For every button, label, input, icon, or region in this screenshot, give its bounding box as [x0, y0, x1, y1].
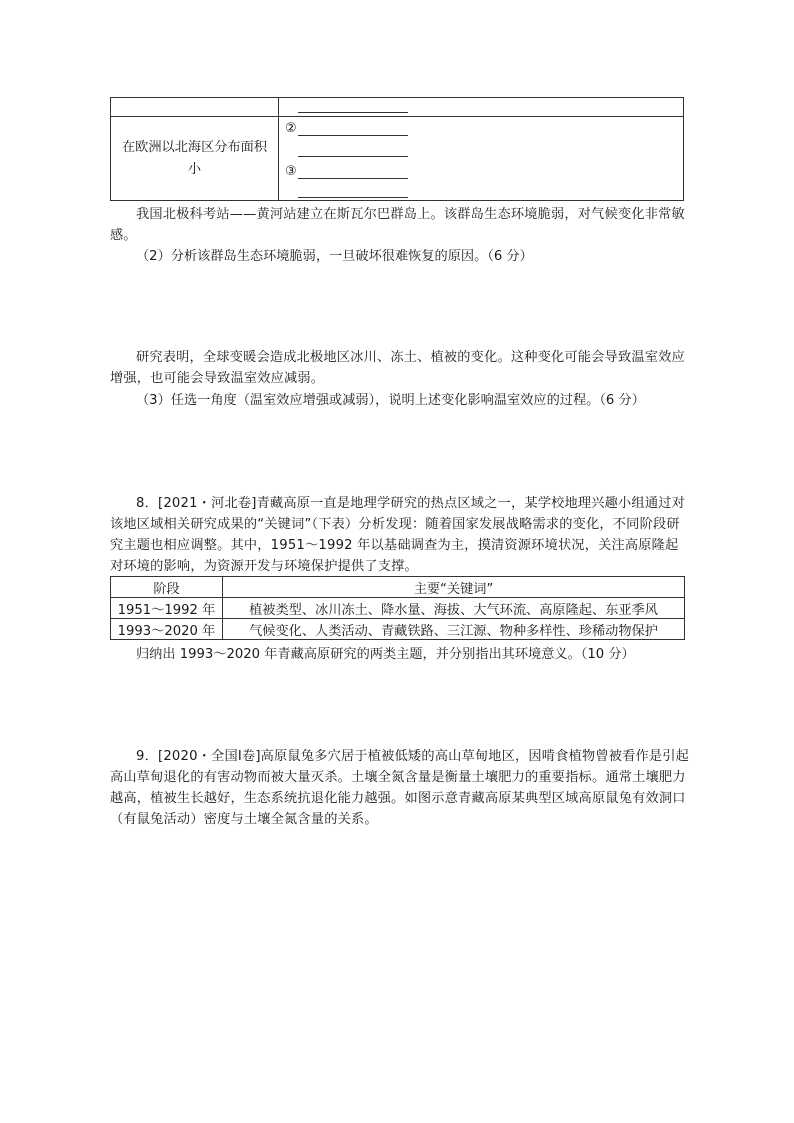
table-cell: 气候变化、人类活动、青藏铁路、三江源、物种多样性、珍稀动物保护: [223, 619, 685, 640]
answer-blank-3[interactable]: [298, 156, 408, 157]
answer-blank-5[interactable]: [298, 197, 408, 198]
question-3: （3）任选一角度（温室效应增强或减弱），说明上述变化影响温室效应的过程。（6 分）: [136, 393, 645, 408]
intro-paragraph-1: 我国北极科考站——黄河站建立在斯瓦尔巴群岛上。该群岛生态环境脆弱，对气候变化非常敏感。: [110, 207, 685, 243]
answer-blank-4[interactable]: [298, 178, 408, 179]
table-row: [111, 619, 685, 640]
table-cell: 1951～1992 年: [111, 598, 223, 619]
table-cell: 植被类型、冰川冻土、降水量、海拔、大气环流、高原隆起、东亚季风: [223, 598, 685, 619]
table-header-cell: 阶段: [111, 577, 223, 598]
table-header-cell: 主要“关键词”: [223, 577, 685, 598]
question-8-stem: 8．[2021・河北卷]青藏高原一直是地理学研究的热点区域之一，某学校地理兴趣小组通过对该地区域相关研究成果的“关键词”（下表）分析发现：随着国家发展战略需求的变化，不同阶段研究主题也相应调整。其中，1951～1992 年以基础调查为主，摸清资源环境状况，关注高原隆起对环境的影响，为资源开发与环境保护提供了支撑。: [110, 496, 685, 574]
marker-3: ③: [285, 164, 297, 179]
question-2: （2）分析该群岛生态环境脆弱，一旦破坏很难恢复的原因。（6 分）: [136, 249, 533, 264]
table-cell-left-text: 在欧洲以北海区分布面积小: [121, 139, 268, 177]
answer-blank-1[interactable]: [298, 112, 408, 113]
table-header-row: [111, 577, 685, 598]
table-cell-left: [111, 117, 278, 200]
table-column-divider: [278, 98, 279, 200]
answer-table-top: [110, 97, 684, 201]
table-cell: 1993～2020 年: [111, 619, 223, 640]
question-9-stem: 9．[2020・全国Ⅰ卷]高原鼠兔多穴居于植被低矮的高山草甸地区，因啃食植物曾被看作是引起高山草甸退化的有害动物而被大量灭杀。土壤全氮含量是衡量土壤肥力的重要指标。通常土壤肥力越高，植被生长越好，生态系统抗退化能力越强。如图示意青藏高原某典型区域高原鼠兔有效洞口（有鼠兔活动）密度与土壤全氮含量的关系。: [110, 749, 690, 827]
marker-2: ②: [285, 121, 297, 136]
answer-blank-2[interactable]: [298, 135, 408, 136]
keyword-table: [110, 576, 685, 640]
table-row: [111, 598, 685, 619]
intro-paragraph-2: 研究表明，全球变暖会造成北极地区冰川、冻土、植被的变化。这种变化可能会导致温室效应增强，也可能会导致温室效应减弱。: [110, 350, 685, 386]
question-8-prompt: 归纳出 1993～2020 年青藏高原研究的两类主题，并分别指出其环境意义。（10 分）: [136, 647, 635, 662]
